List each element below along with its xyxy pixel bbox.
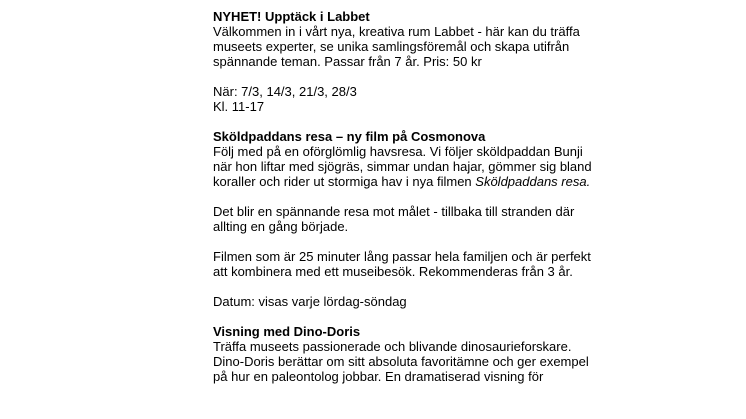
section-title-dino-doris: Visning med Dino-Doris — [213, 324, 361, 339]
text-line-prefix: koraller och rider ut stormiga hav i nya filmen — [213, 174, 476, 189]
text-line: När: 7/3, 14/3, 21/3, 28/3 — [213, 84, 357, 99]
paragraph-film-journey — [213, 204, 733, 234]
text-line: på hur en paleontolog jobbar. En dramatiserad visning för — [213, 369, 544, 384]
text-line: Följ med på en oförglömlig havsresa. Vi följer sköldpaddan Bunji — [213, 144, 583, 159]
section-labbet — [213, 9, 733, 114]
section-dino-doris — [213, 324, 733, 384]
paragraph-film-intro — [213, 144, 733, 189]
film-title-italic: Sköldpaddans resa. — [475, 174, 591, 189]
paragraph-labbet-intro — [213, 24, 733, 69]
section-title-labbet: NYHET! Upptäck i Labbet — [213, 9, 370, 24]
text-line: Träffa museets passionerade och blivande dinosaurieforskare. — [213, 339, 572, 354]
text-line: Det blir en spännande resa mot målet - tillbaka till stranden där — [213, 204, 575, 219]
text-line: Datum: visas varje lördag-söndag — [213, 294, 407, 309]
paragraph-dino-doris — [213, 339, 733, 384]
text-line: när hon liftar med sjögräs, simmar undan hajar, gömmer sig bland — [213, 159, 592, 174]
text-line: Dino-Doris berättar om sitt absoluta favoritämne och ger exempel — [213, 354, 589, 369]
text-line: museets experter, se unika samlingsföremål och skapa utifrån — [213, 39, 570, 54]
paragraph-film-dates — [213, 294, 733, 309]
section-title-skoldpaddans-resa: Sköldpaddans resa – ny film på Cosmonova — [213, 129, 486, 144]
text-line — [213, 174, 733, 189]
document-body — [213, 9, 733, 384]
text-line: Välkommen in i vårt nya, kreativa rum Labbet - här kan du träffa — [213, 24, 580, 39]
text-line: att kombinera med ett museibesök. Rekommenderas från 3 år. — [213, 264, 573, 279]
text-line: allting en gång började. — [213, 219, 349, 234]
text-line: Filmen som är 25 minuter lång passar hela familjen och är perfekt — [213, 249, 591, 264]
section-skoldpaddans-resa — [213, 129, 733, 309]
text-line: Kl. 11-17 — [213, 99, 265, 114]
text-line: spännande teman. Passar från 7 år. Pris: 50 kr — [213, 54, 482, 69]
paragraph-film-length — [213, 249, 733, 279]
paragraph-labbet-dates — [213, 84, 733, 114]
